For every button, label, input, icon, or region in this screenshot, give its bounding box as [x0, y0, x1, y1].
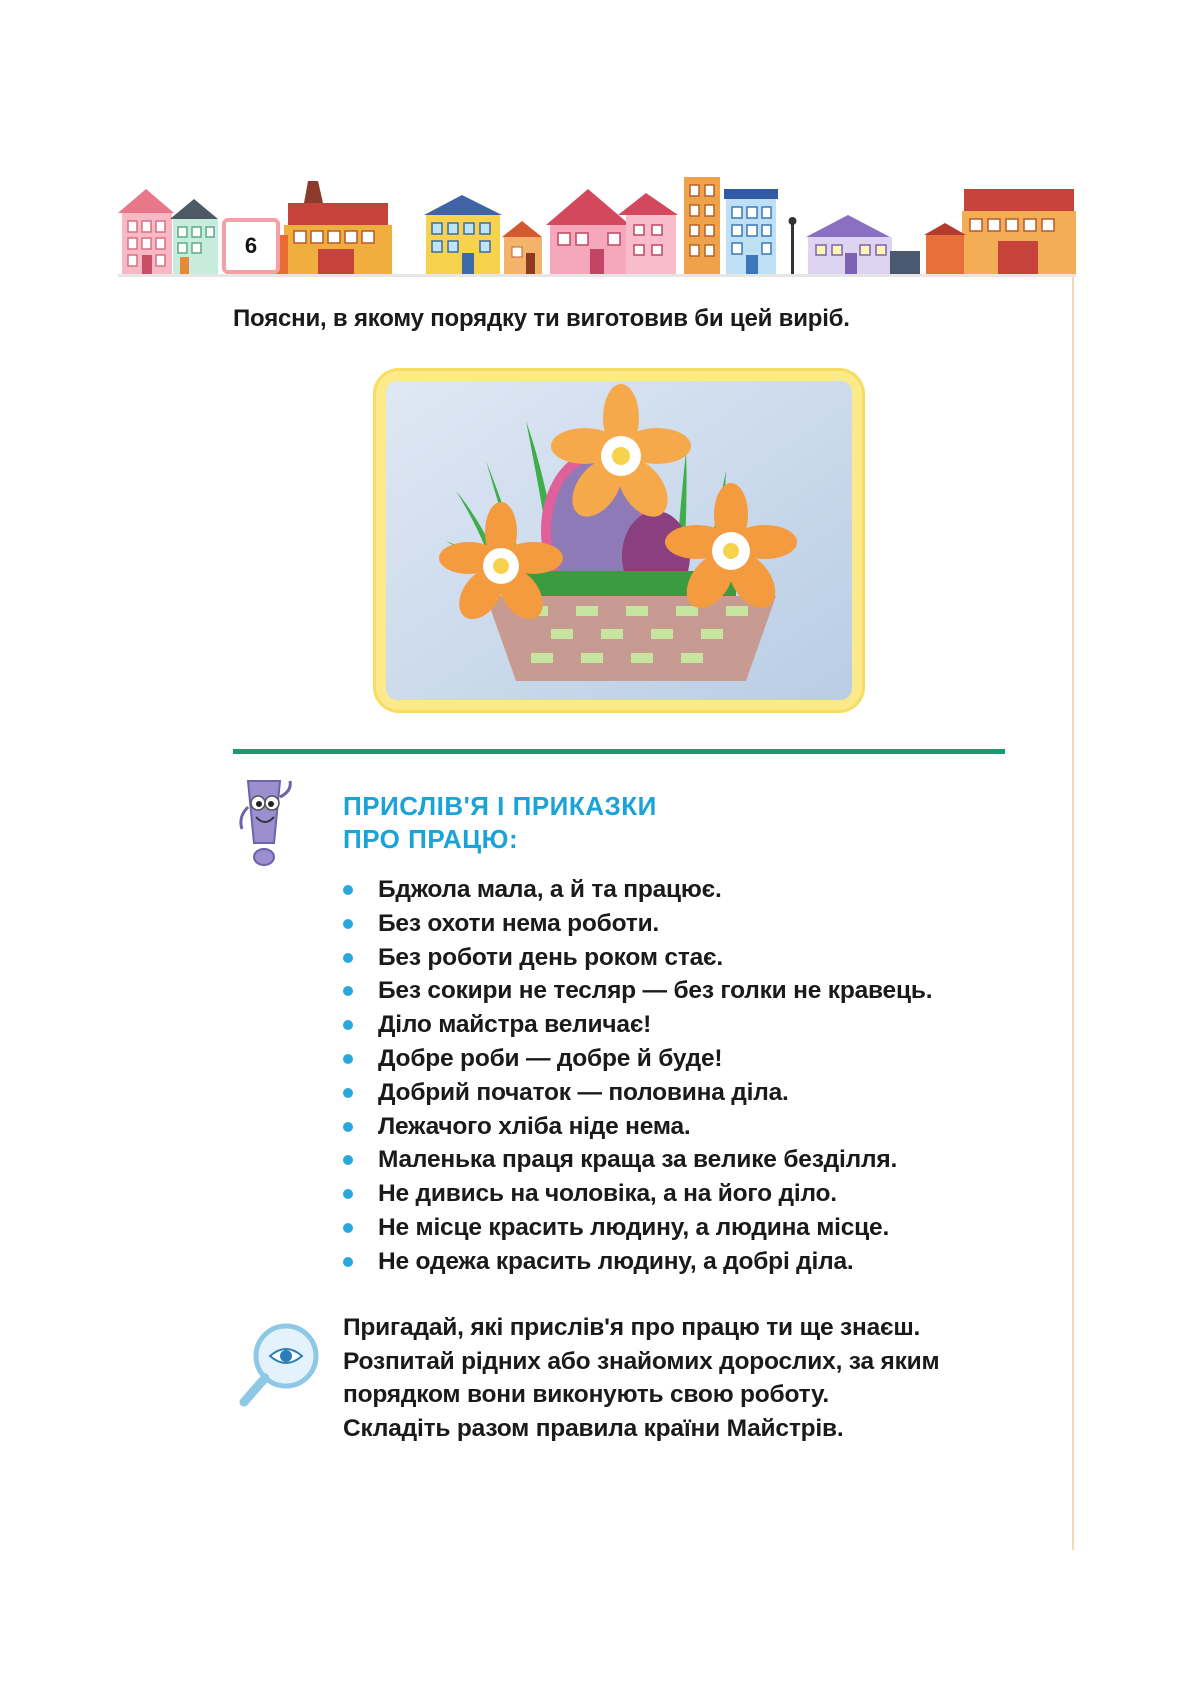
list-item: [341, 1211, 1041, 1245]
proverb-text: Без сокири не тесляр — без голки не кравець.: [378, 977, 933, 1005]
craft-photo-frame: [373, 368, 865, 713]
task-line: Складіть разом правила країни Майстрів.: [343, 1414, 844, 1442]
proverb-text: Діло майстра величає!: [378, 1011, 652, 1039]
list-item: [341, 941, 1041, 975]
bullet-dot: [343, 1155, 353, 1165]
bullet-dot: [343, 953, 353, 963]
proverb-text: Маленька праця краща за велике безділля.: [378, 1146, 898, 1174]
proverb-text: Лежачого хліба ніде нема.: [378, 1112, 691, 1140]
proverb-text: Бджола мала, а й та працює.: [378, 876, 722, 903]
bullet-dot: [343, 1122, 353, 1132]
bullet-dot: [343, 1054, 353, 1064]
bullet-dot: [343, 1257, 353, 1267]
list-item: [341, 974, 1041, 1008]
proverb-text: Добре роби — добре й буде!: [378, 1044, 723, 1072]
bullet-dot: [343, 885, 353, 895]
bullet-dot: [343, 1189, 353, 1199]
proverbs-heading-line2: ПРО ПРАЦЮ:: [343, 824, 519, 854]
proverbs-heading: [343, 790, 843, 856]
proverbs-heading-line1: ПРИСЛІВ'Я І ПРИКАЗКИ: [343, 791, 657, 821]
proverb-text: Не місце красить людину, а людина місце.: [378, 1213, 890, 1241]
street-line: [118, 274, 1076, 277]
list-item: [341, 907, 1041, 941]
craft-photo: [386, 381, 852, 700]
list-item: [341, 1076, 1041, 1110]
instruction-text: Поясни, в якому порядку ти виготовив би цей виріб.: [233, 305, 850, 332]
magnifier-eye-icon: [232, 1320, 324, 1412]
page-number-badge: [222, 218, 280, 274]
list-item: [341, 1143, 1041, 1177]
exclamation-mascot-icon: [234, 777, 298, 867]
page-number: 6: [244, 233, 258, 258]
list-item: [341, 1008, 1041, 1042]
list-item: [341, 1042, 1041, 1076]
proverb-text: Не одежа красить людину, а добрі діла.: [378, 1247, 854, 1275]
bullet-dot: [343, 1088, 353, 1098]
page-edge-rule: [1072, 270, 1074, 1550]
section-divider: [233, 749, 1005, 754]
proverb-text: Не дивись на чоловіка, а на його діло.: [378, 1180, 837, 1208]
list-item: [341, 1245, 1041, 1279]
bullet-dot: [343, 919, 353, 929]
list-item: [341, 1177, 1041, 1211]
proverbs-list: [341, 873, 1041, 1279]
task-line: порядком вони виконують свою роботу.: [343, 1381, 829, 1408]
proverb-text: Без роботи день роком стає.: [378, 943, 723, 971]
bullet-dot: [343, 986, 353, 996]
bullet-dot: [343, 1223, 353, 1233]
task-line: Пригадай, які прислів'я про працю ти ще знаєш.: [343, 1314, 921, 1341]
task-text: [343, 1311, 1043, 1445]
task-line: Розпитай рідних або знайомих дорослих, за яким: [343, 1347, 940, 1375]
list-item: [341, 1110, 1041, 1144]
proverb-text: Добрий початок — половина діла.: [378, 1078, 789, 1106]
proverb-text: Без охоти нема роботи.: [378, 909, 660, 937]
bullet-dot: [343, 1020, 353, 1030]
flower-basket-image: [386, 381, 852, 700]
list-item: [341, 873, 1041, 907]
